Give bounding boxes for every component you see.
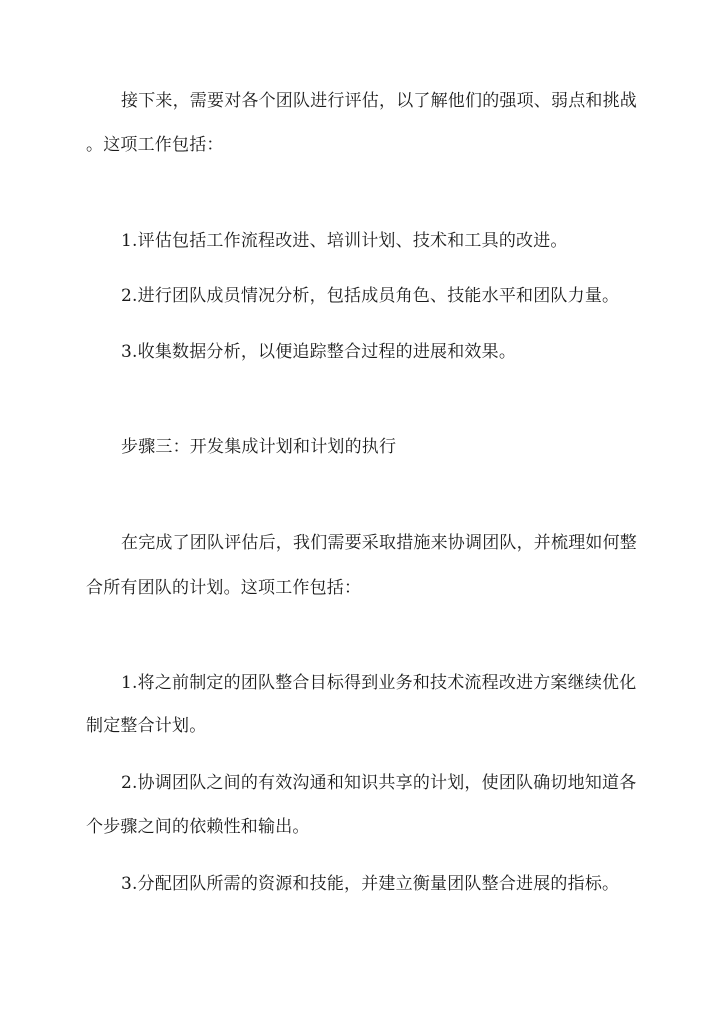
list-item-integration-goal-line-2: 制定整合计划。 [86,716,207,736]
list-item-member-analysis: 2.进行团队成员情况分析，包括成员角色、技能水平和团队力量。 [121,286,620,306]
list-item-communication-line-2: 个步骤之间的依赖性和输出。 [86,817,310,837]
list-item-communication-line-1: 2.协调团队之间的有效沟通和知识共享的计划，使团队确切地知道各 [121,773,637,793]
list-item-integration-goal-line-1: 1.将之前制定的团队整合目标得到业务和技术流程改进方案继续优化 [121,673,637,693]
paragraph-coordination-line-1: 在完成了团队评估后，我们需要采取措施来协调团队，并梳理如何整 [121,533,637,553]
paragraph-coordination-line-2: 合所有团队的计划。这项工作包括： [86,578,362,598]
list-item-collect-data: 3.收集数据分析，以便追踪整合过程的进展和效果。 [121,342,517,362]
paragraph-intro-line-1: 接下来，需要对各个团队进行评估，以了解他们的强项、弱点和挑战 [121,91,637,111]
paragraph-intro-line-2: 。这项工作包括： [86,135,224,155]
list-item-allocate-resources: 3.分配团队所需的资源和技能，并建立衡量团队整合进展的指标。 [121,874,620,894]
list-item-evaluate-process: 1.评估包括工作流程改进、培训计划、技术和工具的改进。 [121,231,568,251]
section-heading-step-three: 步骤三：开发集成计划和计划的执行 [121,437,397,457]
